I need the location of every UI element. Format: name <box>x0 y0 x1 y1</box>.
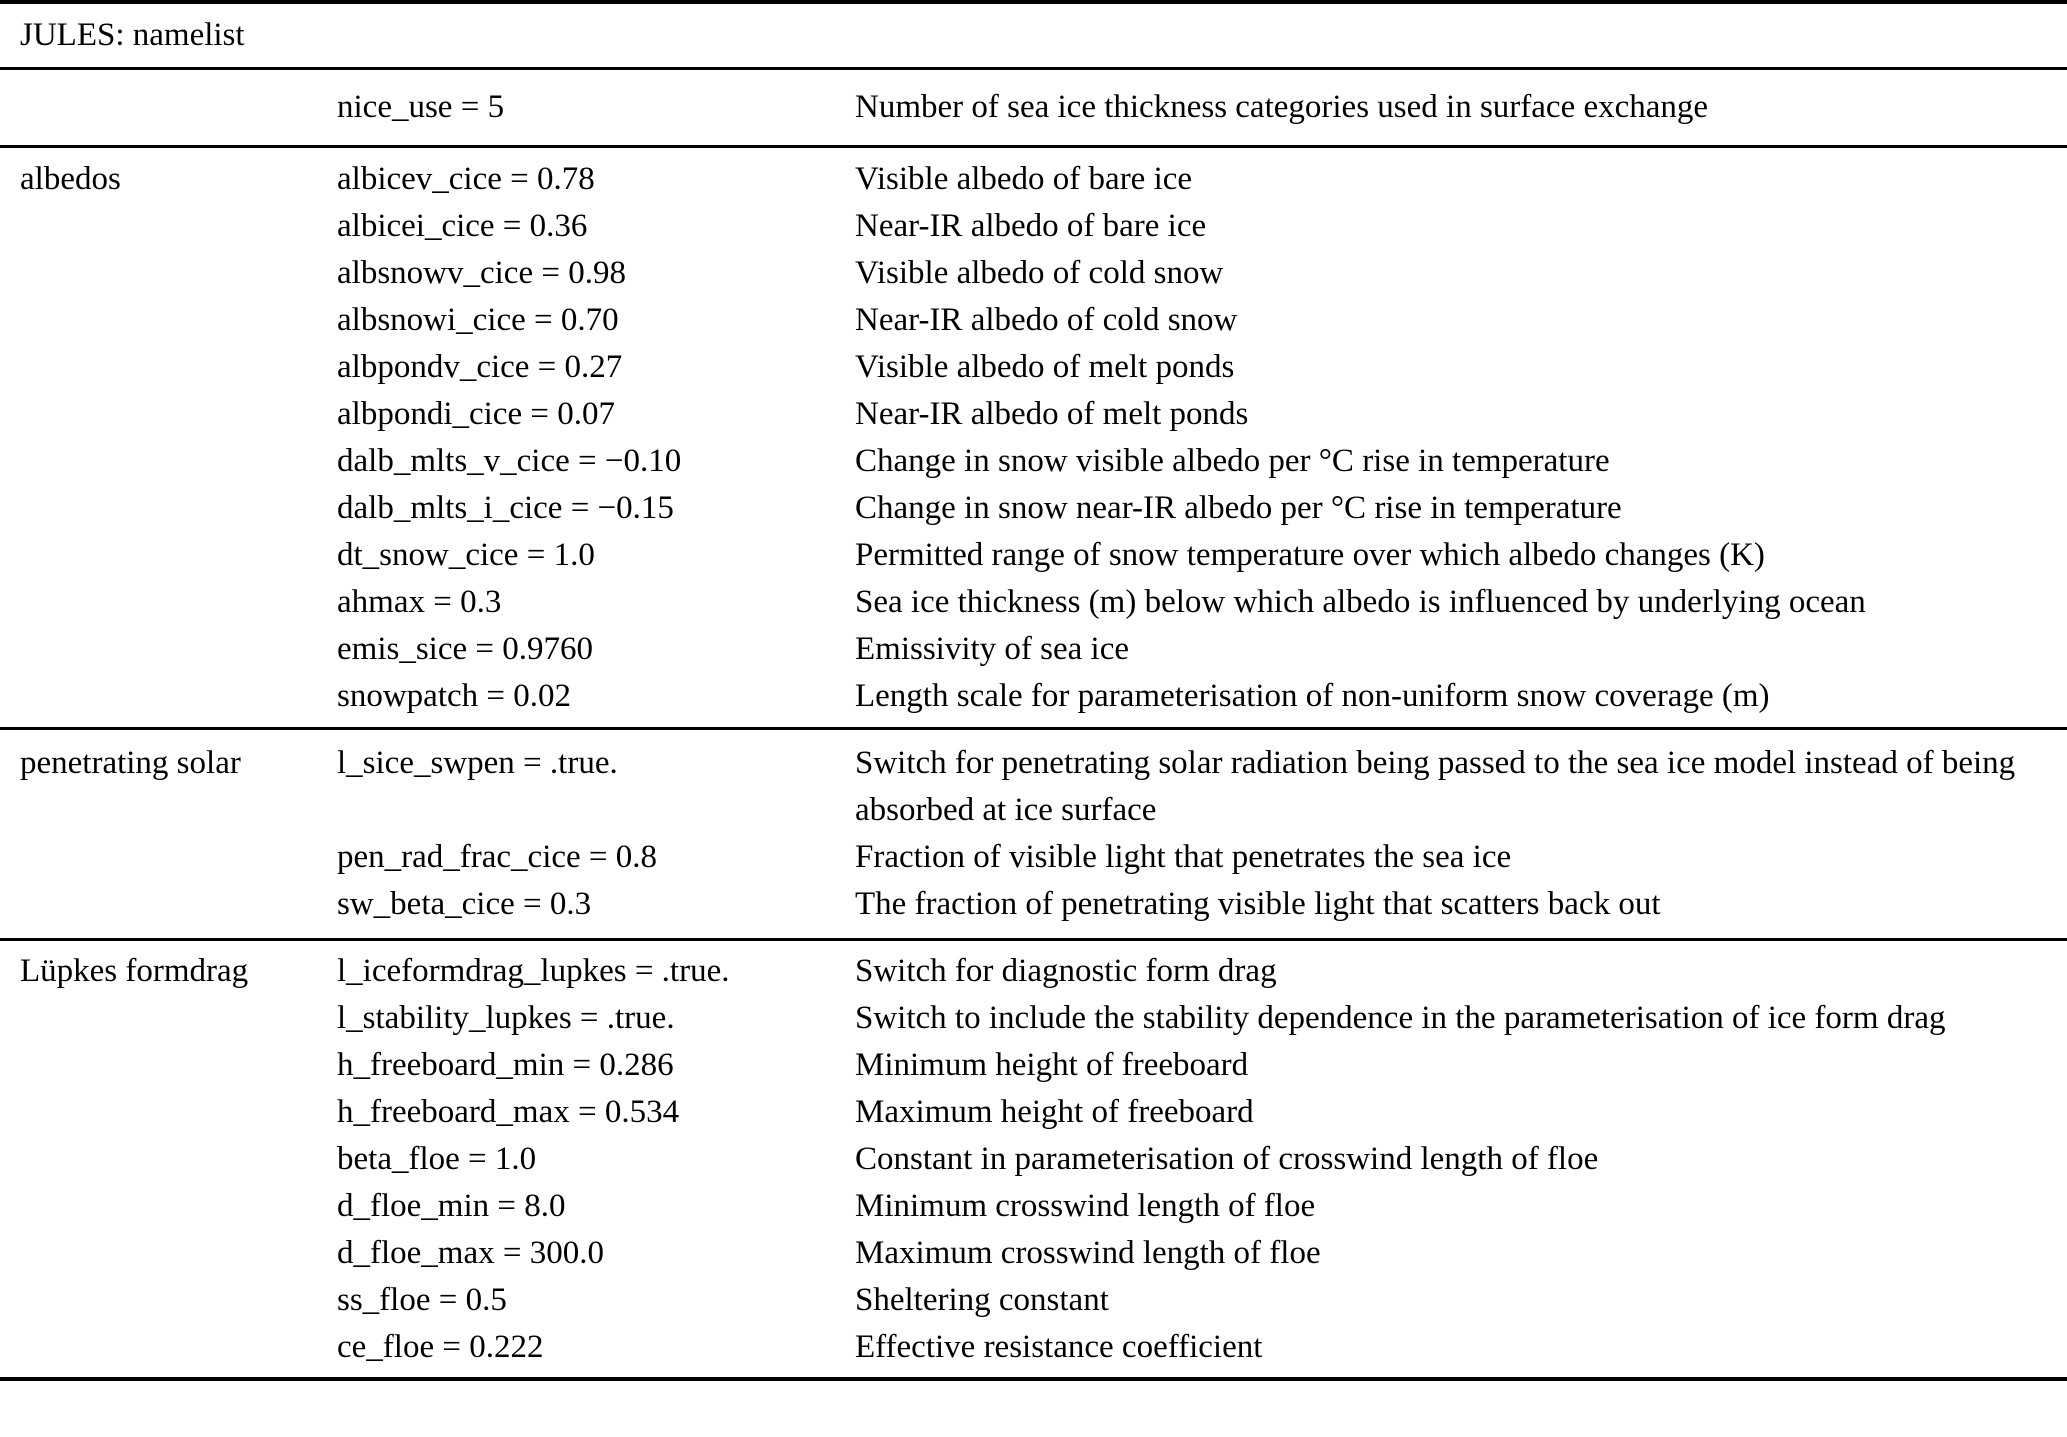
param-description-text: Permitted range of snow temperature over which albedo changes (K) <box>855 537 1765 573</box>
param-value-text: h_freeboard_max = 0.534 <box>337 1094 680 1130</box>
param-description-text: Fraction of visible light that penetrates the sea ice <box>855 839 1512 875</box>
param-value-text: albpondv_cice = 0.27 <box>337 349 623 385</box>
param-value-text: d_floe_min = 8.0 <box>337 1188 566 1224</box>
title-row <box>0 2 2067 69</box>
param-description-text: Switch for diagnostic form drag <box>855 953 1277 989</box>
param-value-text: albicei_cice = 0.36 <box>337 208 588 244</box>
section-label: albedos <box>20 161 121 197</box>
section-label: Lüpkes formdrag <box>20 953 249 989</box>
param-description-text: Number of sea ice thickness categories used in surface exchange <box>855 89 1709 125</box>
param-value-text: sw_beta_cice = 0.3 <box>337 886 592 922</box>
param-value-text: albicev_cice = 0.78 <box>337 161 595 197</box>
param-value-text: h_freeboard_min = 0.286 <box>337 1047 674 1083</box>
section-l-pkes-formdrag <box>0 940 2067 1380</box>
section-namelist-top <box>0 69 2067 147</box>
section-label <box>0 69 337 147</box>
param-description-text: Switch for penetrating solar radiation being passed to the sea ice model instead of being absorbed at ice surface <box>855 745 2016 828</box>
param-value-text: l_iceformdrag_lupkes = .true. <box>337 953 730 989</box>
param-value-text: d_floe_max = 300.0 <box>337 1235 604 1271</box>
param-description-text: Visible albedo of bare ice <box>855 161 1193 197</box>
table-row <box>0 729 2067 835</box>
param-description-text: Minimum height of freeboard <box>855 1047 1249 1083</box>
param-value-text: ahmax = 0.3 <box>337 584 502 620</box>
table-row <box>0 940 2067 996</box>
section-albedos <box>0 147 2067 729</box>
param-description-text: Minimum crosswind length of floe <box>855 1188 1316 1224</box>
param-description-text: Switch to include the stability dependence in the parameterisation of ice form drag <box>855 1000 1946 1036</box>
section-penetrating-solar <box>0 729 2067 940</box>
section-label: penetrating solar <box>20 745 241 781</box>
param-value-text: ce_floe = 0.222 <box>337 1329 544 1365</box>
param-value-text: l_sice_swpen = .true. <box>337 745 618 781</box>
param-value-text: albpondi_cice = 0.07 <box>337 396 615 432</box>
param-value-text: snowpatch = 0.02 <box>337 678 571 714</box>
param-description-text: Emissivity of sea ice <box>855 631 1130 667</box>
param-value-text: dalb_mlts_v_cice = −0.10 <box>337 443 682 479</box>
param-value-text: nice_use = 5 <box>337 89 505 125</box>
param-value-text: pen_rad_frac_cice = 0.8 <box>337 839 658 875</box>
param-value-text: albsnowv_cice = 0.98 <box>337 255 626 291</box>
param-description-text: Near-IR albedo of melt ponds <box>855 396 1249 432</box>
param-value-text: dalb_mlts_i_cice = −0.15 <box>337 490 674 526</box>
param-value-text: albsnowi_cice = 0.70 <box>337 302 619 338</box>
param-description-text: Length scale for parameterisation of non-uniform snow coverage (m) <box>855 678 1770 714</box>
param-description-text: Change in snow visible albedo per °C rise in temperature <box>855 443 1610 479</box>
param-description-text: Change in snow near-IR albedo per °C rise in temperature <box>855 490 1622 526</box>
table-title: JULES: namelist <box>20 17 245 53</box>
param-description-text: Maximum height of freeboard <box>855 1094 1254 1130</box>
param-description-text: Near-IR albedo of bare ice <box>855 208 1207 244</box>
table-row <box>0 69 2067 147</box>
param-value-text: ss_floe = 0.5 <box>337 1282 507 1318</box>
param-value-text: l_stability_lupkes = .true. <box>337 1000 675 1036</box>
param-description-text: Visible albedo of melt ponds <box>855 349 1235 385</box>
param-description-text: Effective resistance coefficient <box>855 1329 1263 1365</box>
param-description-text: Sea ice thickness (m) below which albedo is influenced by underlying ocean <box>855 584 1866 620</box>
param-value-text: dt_snow_cice = 1.0 <box>337 537 595 573</box>
param-description-text: Near-IR albedo of cold snow <box>855 302 1238 338</box>
param-value-text: emis_sice = 0.9760 <box>337 631 593 667</box>
param-description-text: Visible albedo of cold snow <box>855 255 1224 291</box>
param-description-text: Sheltering constant <box>855 1282 1109 1318</box>
param-value-text: beta_floe = 1.0 <box>337 1141 537 1177</box>
table-header-band <box>0 2 2067 69</box>
param-description-text: Constant in parameterisation of crosswind length of floe <box>855 1141 1599 1177</box>
table-row <box>0 147 2067 204</box>
param-description-text: Maximum crosswind length of floe <box>855 1235 1321 1271</box>
param-description-text: The fraction of penetrating visible light that scatters back out <box>855 886 1661 922</box>
